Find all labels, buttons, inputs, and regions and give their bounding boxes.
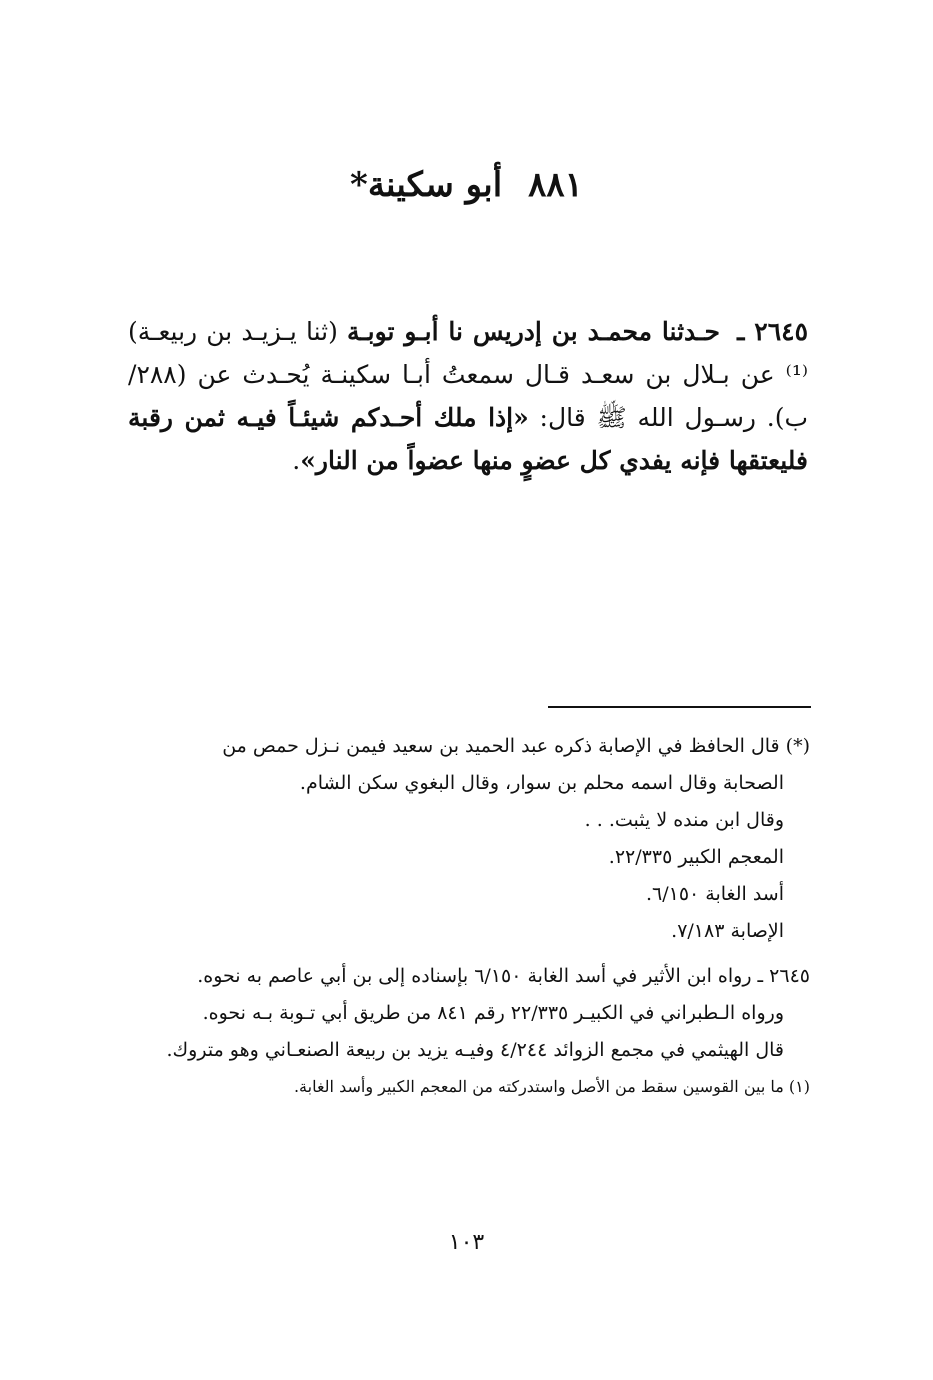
chapter-heading [0, 160, 933, 210]
footnote-hadith-line: قال الهيثمي في مجمع الزوائد ٤/٢٤٤ وفيـه يزيد بن ربيعة الصنعـاني وهو متروك. [166, 1039, 784, 1061]
footnote-star-line: الصحابة وقال اسمه محلم بن سوار، وقال البغوي سكن الشام. [299, 772, 784, 794]
footnote-divider [548, 706, 811, 708]
footnote-star-line: أسد الغابة ٦/١٥٠. [645, 883, 784, 905]
hadith-number: ٢٦٤٥ ـ [737, 317, 808, 346]
isnad-part-d: يُحـدث عن (٢٨٨/ب). رسـول الله ﷺ قال: [128, 360, 809, 432]
footnote-hadith-line: ٢٦٤٥ ـ رواه ابن الأثير في أسد الغابة ٦/١٥٠ بإسناده إلى بن أبي عاصم به نحوه. [197, 965, 810, 987]
isnad-part-b: (ثنا يـزيـد بن ربيعـة)⁽¹⁾ [128, 317, 808, 389]
footnote-star-line: المعجم الكبير ٢٢/٣٣٥. [608, 846, 784, 868]
footnote-hadith-line: ورواه الـطبراني في الكبيـر ٢٢/٣٣٥ رقم ٨٤١ من طريق أبي تـوبة بـه نحوه. [202, 1002, 784, 1024]
isnad-part-c: عن بـلال بن سعـد قـال سمعتُ أبـا سكينـة [320, 360, 775, 389]
hadith-end: . [292, 446, 301, 475]
page-number: ١٠٣ [448, 1230, 485, 1255]
isnad-part-a: حـدثنا محمـد بن إدريس نا أبـو توبـة [346, 317, 720, 346]
footnote-star-line: (*) قال الحافظ في الإصابة ذكره عبد الحميد بن سعيد فيمن نـزل حمص من [222, 735, 810, 757]
footnotes [128, 728, 810, 1105]
chapter-number: ٨٨١ [528, 165, 583, 205]
hadith-matn: «إذا ملك أحـدكم شيئـاً فيـه ثمن رقبة فليعتقها فإنه يفدي كل عضوٍ منها عضواً من النار» [128, 403, 808, 475]
footnote-note-1: (١) ما بين القوسين سقط من الأصل واستدركته من المعجم الكبير وأسد الغابة. [293, 1077, 810, 1096]
hadith-text [128, 310, 808, 482]
footnote-star-line: وقال ابن منده لا يثبت. . . [584, 809, 784, 831]
footnote-star-line: الإصابة ٧/١٨٣. [671, 920, 784, 942]
chapter-title: أبو سكينة* [350, 165, 503, 205]
